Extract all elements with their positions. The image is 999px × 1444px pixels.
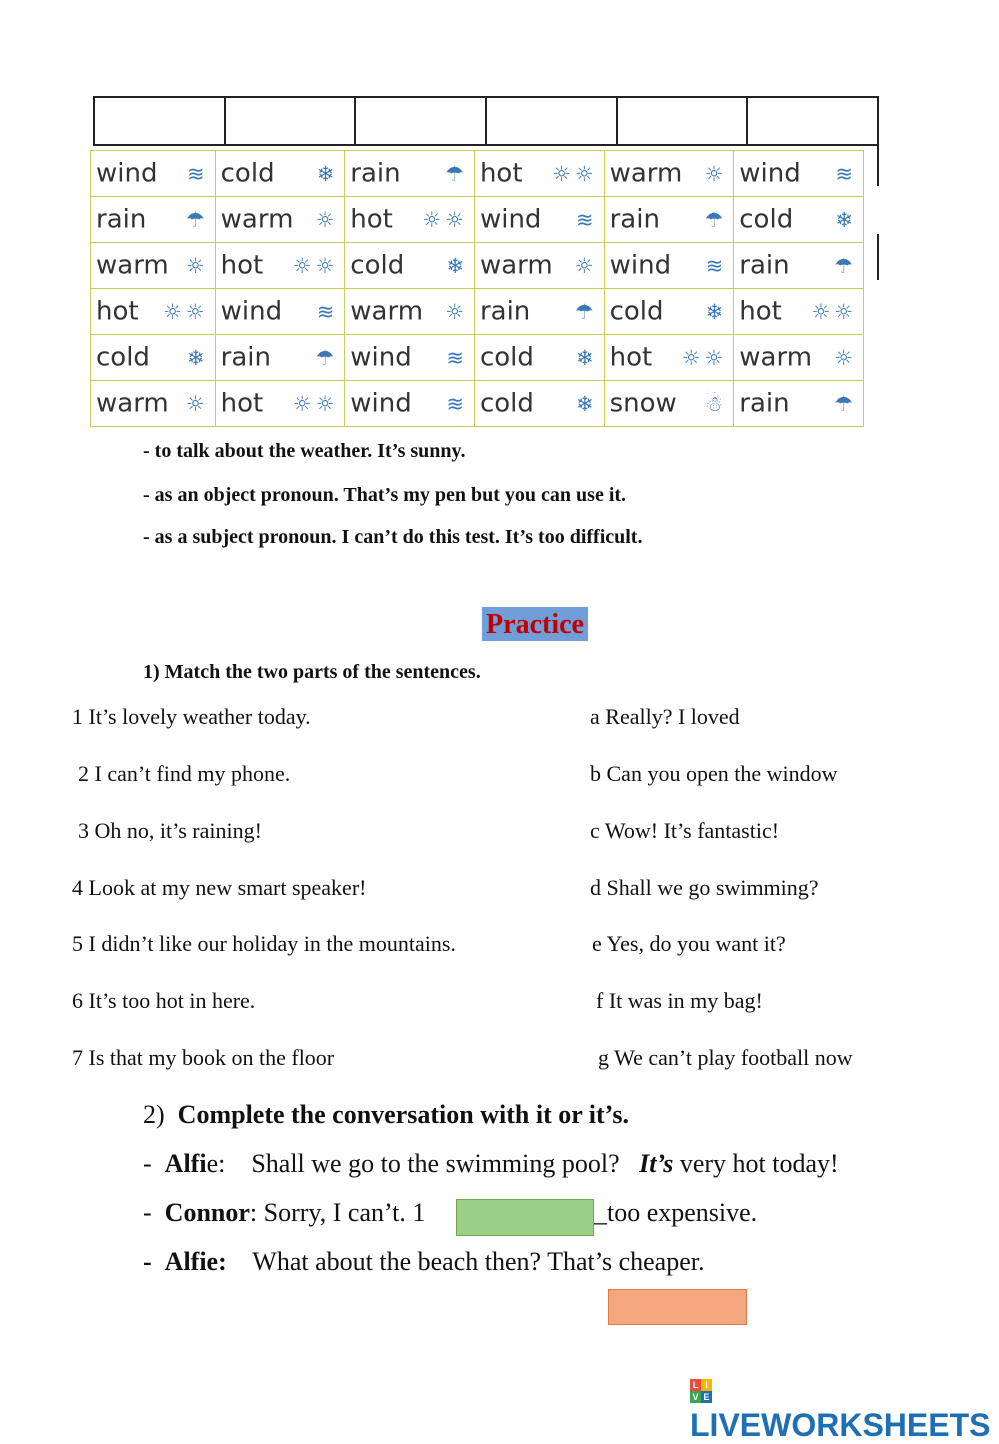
dialogue-text: What about the beach then? That’s cheaper.	[252, 1247, 705, 1276]
two-sun-icon: ☼☼	[422, 207, 468, 232]
match-right-g[interactable]: g We can’t play football now	[598, 1045, 853, 1070]
weather-grid-cell	[215, 197, 345, 243]
weather-grid-cell	[345, 335, 475, 381]
weather-word: rain	[609, 204, 660, 235]
weather-word: cold	[739, 204, 794, 235]
sun-icon: ☼	[834, 345, 857, 370]
match-right-a[interactable]: a Really? I loved	[590, 704, 740, 729]
weather-word: warm	[609, 158, 683, 189]
rule-weather: - to talk about the weather. It’s sunny.	[143, 440, 466, 462]
weather-grid-cell	[474, 151, 604, 197]
weather-grid-row	[91, 243, 864, 289]
weather-word: cold	[96, 342, 150, 373]
weather-word: warm	[350, 296, 424, 327]
rule-object-pronoun: - as an object pronoun. That’s my pen but you can use it.	[143, 484, 627, 506]
match-left-1[interactable]: 1 It’s lovely weather today.	[72, 704, 311, 729]
two-sun-icon: ☼☼	[162, 299, 209, 324]
weather-grid-cell	[734, 289, 864, 335]
weather-word: snow	[609, 388, 677, 419]
weather-grid-cell	[734, 381, 864, 427]
weather-word: hot	[220, 250, 264, 281]
weather-grid-row	[91, 197, 864, 243]
table-edge	[877, 146, 879, 186]
snow-icon: ☃	[704, 391, 728, 416]
wind-icon: ≋	[705, 253, 728, 278]
weather-grid-cell	[474, 335, 604, 381]
exercise1-title: 1) Match the two parts of the sentences.	[143, 661, 481, 683]
snowflake-icon: ❄	[705, 299, 728, 324]
weather-word: wind	[739, 158, 801, 189]
rain-icon: ☂	[834, 253, 857, 278]
weather-grid-row	[91, 289, 864, 335]
weather-grid-cell	[91, 335, 216, 381]
exercise2-title	[143, 1100, 629, 1130]
two-sun-icon: ☼☼	[551, 161, 598, 186]
example-answer: It’s	[639, 1149, 674, 1178]
weather-grid-cell	[734, 243, 864, 289]
weather-grid-cell	[345, 197, 475, 243]
weather-word: wind	[96, 158, 158, 189]
sun-icon: ☼	[185, 391, 209, 416]
two-sun-icon: ☼☼	[292, 253, 339, 278]
weather-grid-cell	[734, 335, 864, 381]
weather-grid-cell	[215, 151, 345, 197]
snowflake-icon: ❄	[576, 345, 598, 370]
weather-word: cold	[479, 342, 534, 373]
weather-word: rain	[739, 388, 790, 419]
match-left-7[interactable]: 7 Is that my book on the floor	[72, 1045, 335, 1070]
match-right-b[interactable]: b Can you open the window	[590, 761, 838, 786]
weather-word: cold	[479, 388, 534, 419]
two-sun-icon: ☼☼	[681, 345, 728, 370]
wind-icon: ≋	[576, 207, 598, 232]
speaker-name: Connor	[164, 1198, 250, 1227]
two-sun-icon: ☼☼	[292, 391, 339, 416]
snowflake-icon: ❄	[187, 345, 209, 370]
weather-grid-cell	[91, 151, 216, 197]
weather-grid-cell	[604, 289, 734, 335]
weather-grid-cell	[604, 197, 734, 243]
answer-input-2[interactable]	[608, 1289, 747, 1325]
rain-icon: ☂	[834, 391, 857, 416]
weather-word: cold	[220, 158, 275, 189]
weather-grid-cell	[604, 243, 734, 289]
two-sun-icon: ☼☼	[811, 299, 857, 324]
match-right-d[interactable]: d Shall we go swimming?	[590, 875, 819, 900]
dialogue-line-2: - Connor: Sorry, I can’t. 1	[143, 1198, 426, 1227]
weather-word: rain	[479, 296, 531, 327]
wind-icon: ≋	[446, 345, 468, 370]
match-left-2[interactable]: 2 I can’t find my phone.	[78, 761, 291, 786]
weather-word: rain	[220, 342, 271, 373]
weather-grid-cell	[215, 335, 345, 381]
rain-icon: ☂	[445, 161, 468, 186]
weather-word: warm	[479, 250, 553, 281]
weather-grid-cell	[215, 289, 345, 335]
weather-word: warm	[220, 204, 294, 235]
sun-icon: ☼	[704, 161, 728, 186]
weather-grid-cell	[604, 151, 734, 197]
weather-grid-cell	[215, 243, 345, 289]
weather-word: hot	[479, 158, 523, 189]
rain-icon: ☂	[185, 207, 209, 232]
match-left-4[interactable]: 4 Look at my new smart speaker!	[72, 875, 367, 900]
weather-grid-cell	[345, 243, 475, 289]
weather-grid-cell	[474, 381, 604, 427]
sun-icon: ☼	[185, 253, 209, 278]
exercise2-instruction: Complete the conversation with it or it’s.	[177, 1100, 629, 1129]
weather-word: warm	[96, 388, 169, 419]
speaker-name: Alfi	[164, 1149, 207, 1178]
wind-icon: ≋	[316, 299, 339, 324]
wind-icon: ≋	[446, 391, 468, 416]
weather-grid-cell	[345, 289, 475, 335]
weather-word: hot	[96, 296, 139, 327]
match-right-c[interactable]: c Wow! It’s fantastic!	[590, 818, 780, 843]
rule-subject-pronoun: - as a subject pronoun. I can’t do this test. It’s too difficult.	[143, 526, 643, 548]
sun-icon: ☼	[574, 253, 598, 278]
wind-icon: ≋	[835, 161, 857, 186]
weather-grid-cell	[345, 381, 475, 427]
weather-grid-cell	[604, 381, 734, 427]
weather-word: warm	[739, 342, 813, 373]
weather-word: wind	[220, 296, 283, 327]
match-left-3[interactable]: 3 Oh no, it’s raining!	[78, 818, 262, 843]
logo-mark-icon: L IV E	[690, 1379, 712, 1403]
snowflake-icon: ❄	[446, 253, 468, 278]
practice-heading: Practice	[482, 607, 588, 641]
weather-grid-cell	[91, 243, 216, 289]
weather-word: wind	[350, 342, 412, 373]
snowflake-icon: ❄	[316, 161, 339, 186]
table-edge	[877, 234, 879, 280]
snowflake-icon: ❄	[576, 391, 598, 416]
sun-icon: ☼	[315, 207, 339, 232]
weather-grid-cell	[91, 197, 216, 243]
weather-grid-cell	[91, 289, 216, 335]
speaker-name: Alfie:	[164, 1247, 227, 1276]
weather-word: hot	[350, 204, 393, 235]
weather-grid-cell	[734, 151, 864, 197]
match-right-e[interactable]: e Yes, do you want it?	[592, 931, 786, 956]
weather-grid-row	[91, 381, 864, 427]
weather-grid	[90, 150, 864, 427]
weather-word: rain	[96, 204, 147, 235]
weather-word: rain	[350, 158, 401, 189]
weather-word: hot	[609, 342, 653, 373]
liveworksheets-logo: L IV ELIVEWORKSHEETS	[690, 1379, 991, 1443]
weather-grid-cell	[474, 197, 604, 243]
rain-icon: ☂	[574, 299, 598, 324]
dialogue-text: Sorry, I can’t. 1	[263, 1198, 426, 1227]
weather-word: cold	[350, 250, 405, 281]
weather-grid-cell	[474, 289, 604, 335]
weather-word: wind	[479, 204, 542, 235]
empty-top-table	[93, 96, 879, 146]
wind-icon: ≋	[187, 161, 209, 186]
match-left-5[interactable]: 5 I didn’t like our holiday in the mountains.	[72, 931, 456, 956]
dialogue-line-1: - Alfie: Shall we go to the swimming pool? It’s very hot today!	[143, 1149, 839, 1178]
weather-word: hot	[739, 296, 782, 327]
match-left-6[interactable]: 6 It’s too hot in here.	[72, 988, 256, 1013]
weather-grid-row	[91, 335, 864, 381]
match-right-f[interactable]: f It was in my bag!	[596, 988, 763, 1013]
sun-icon: ☼	[445, 299, 468, 324]
snowflake-icon: ❄	[835, 207, 857, 232]
dialogue-text: Shall we go to the swimming pool?	[251, 1149, 620, 1178]
weather-grid-cell	[91, 381, 216, 427]
weather-grid-cell	[604, 335, 734, 381]
weather-word: cold	[609, 296, 664, 327]
weather-word: warm	[96, 250, 169, 281]
weather-grid-cell	[734, 197, 864, 243]
dialogue-line-3: - Alfie: What about the beach then? That’s cheaper.	[143, 1247, 705, 1276]
exercise2-number: 2)	[143, 1100, 165, 1129]
rain-icon: ☂	[315, 345, 339, 370]
weather-grid-cell	[474, 243, 604, 289]
weather-word: rain	[739, 250, 790, 281]
weather-word: wind	[350, 388, 412, 419]
answer-input-1[interactable]	[456, 1199, 594, 1236]
weather-word: hot	[220, 388, 264, 419]
rain-icon: ☂	[704, 207, 728, 232]
weather-word: wind	[609, 250, 672, 281]
weather-grid-cell	[215, 381, 345, 427]
dialogue-line-2-end: _too expensive.	[594, 1198, 758, 1227]
weather-grid-row	[91, 151, 864, 197]
weather-grid-cell	[345, 151, 475, 197]
